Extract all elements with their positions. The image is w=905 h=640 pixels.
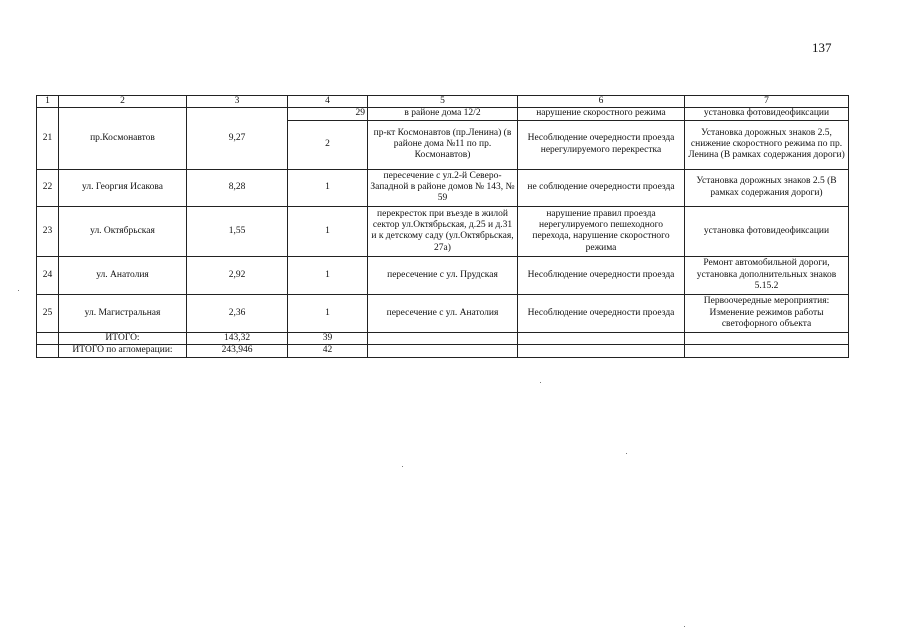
street-cell: ул. Георгия Исакова	[59, 169, 187, 206]
place-cell: пр-кт Космонавтов (пр.Ленина) (в районе дома №11 по пр. Космонавтов)	[368, 120, 518, 169]
page-number: 137	[812, 40, 832, 55]
violation-cell: Несоблюдение очередности проезда	[518, 256, 685, 294]
street-cell: пр.Космонавтов	[59, 108, 187, 169]
empty-cell	[37, 345, 59, 357]
total-row	[37, 332, 849, 344]
violation-cell: Несоблюдение очередности проезда	[518, 294, 685, 332]
row-number: 22	[37, 169, 59, 206]
count-cell: 1	[288, 169, 368, 206]
column-number: 3	[187, 96, 288, 108]
length-cell: 2,92	[187, 256, 288, 294]
measures-table	[36, 95, 849, 358]
measure-cell: Первоочередные мероприятия: Изменение режимов работы светофорного объекта	[685, 294, 849, 332]
empty-cell	[518, 332, 685, 344]
total-length: 143,32	[187, 332, 288, 344]
agglomeration-total-length: 243,946	[187, 345, 288, 357]
row-number: 21	[37, 108, 59, 169]
length-cell: 2,36	[187, 294, 288, 332]
scan-speck	[18, 290, 19, 291]
street-cell: ул. Октябрьская	[59, 206, 187, 256]
agglomeration-total-row	[37, 345, 849, 357]
row-number: 23	[37, 206, 59, 256]
measure-cell: установка фотовидеофиксации	[685, 108, 849, 120]
column-number: 6	[518, 96, 685, 108]
column-number: 1	[37, 96, 59, 108]
scan-speck	[626, 453, 627, 454]
violation-cell: нарушение скоростного режима	[518, 108, 685, 120]
empty-cell	[685, 332, 849, 344]
scan-speck	[402, 466, 403, 467]
scan-speck	[684, 626, 685, 627]
count-cell: 2	[288, 120, 368, 169]
length-cell: 1,55	[187, 206, 288, 256]
measure-cell: Установка дорожных знаков 2.5 (В рамках содержания дороги)	[685, 169, 849, 206]
scan-speck	[540, 382, 541, 383]
count-cell: 1	[288, 206, 368, 256]
empty-cell	[368, 332, 518, 344]
length-cell: 9,27	[187, 108, 288, 169]
empty-cell	[37, 332, 59, 344]
violation-cell: нарушение правил проезда нерегулируемого пешеходного перехода, нарушение скоростного режима	[518, 206, 685, 256]
row-number: 25	[37, 294, 59, 332]
column-number: 4	[288, 96, 368, 108]
column-number: 7	[685, 96, 849, 108]
agglomeration-total-label: ИТОГО по агломерации:	[59, 345, 187, 357]
street-cell: ул. Магистральная	[59, 294, 187, 332]
column-number-row	[37, 96, 849, 108]
empty-cell	[518, 345, 685, 357]
column-number: 2	[59, 96, 187, 108]
place-cell: пересечение с ул.2-й Северо-Западной в районе домов № 143, № 59	[368, 169, 518, 206]
table-row	[37, 108, 849, 120]
empty-cell	[685, 345, 849, 357]
table-row	[37, 206, 849, 256]
table-row	[37, 256, 849, 294]
place-cell: пересечение с ул. Прудская	[368, 256, 518, 294]
count-cell: 1	[288, 256, 368, 294]
continued-number-cell: 29	[288, 108, 368, 120]
place-cell: перекресток при въезде в жилой сектор ул.Октябрьская, д.25 и д.31 и к детскому саду (ул.Октябрьская, 27а)	[368, 206, 518, 256]
table-row	[37, 294, 849, 332]
measure-cell: Ремонт автомобильной дороги, установка дополнительных знаков 5.15.2	[685, 256, 849, 294]
agglomeration-total-count: 42	[288, 345, 368, 357]
table-row	[37, 169, 849, 206]
row-number: 24	[37, 256, 59, 294]
street-cell: ул. Анатолия	[59, 256, 187, 294]
place-cell: пересечение с ул. Анатолия	[368, 294, 518, 332]
count-cell: 1	[288, 294, 368, 332]
measure-cell: установка фотовидеофиксации	[685, 206, 849, 256]
violation-cell: не соблюдение очередности проезда	[518, 169, 685, 206]
violation-cell: Несоблюдение очередности проезда нерегулируемого перекрестка	[518, 120, 685, 169]
place-cell: в районе дома 12/2	[368, 108, 518, 120]
total-count: 39	[288, 332, 368, 344]
measure-cell: Установка дорожных знаков 2.5, снижение скоростного режима по пр. Ленина (В рамках содержания дороги)	[685, 120, 849, 169]
column-number: 5	[368, 96, 518, 108]
length-cell: 8,28	[187, 169, 288, 206]
empty-cell	[368, 345, 518, 357]
total-label: ИТОГО:	[59, 332, 187, 344]
